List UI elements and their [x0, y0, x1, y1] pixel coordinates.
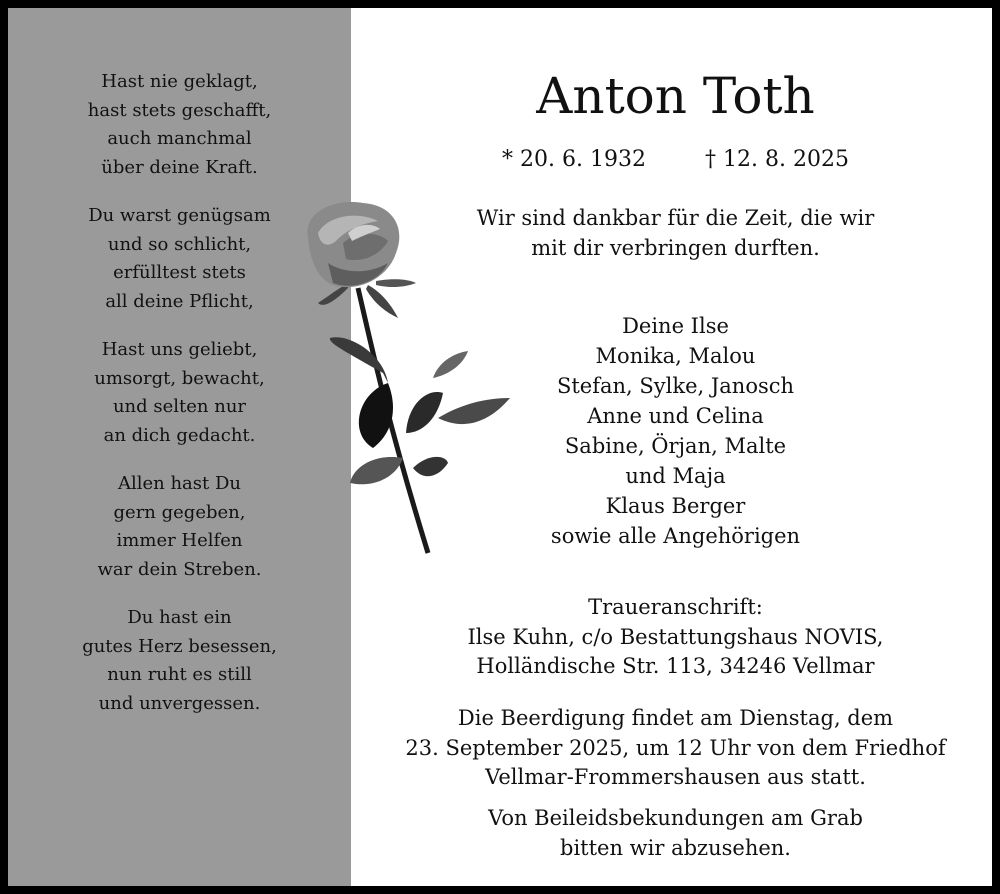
- poem-line: auch manchmal: [107, 128, 252, 149]
- poem-line: Allen hast Du: [117, 473, 242, 494]
- gratitude-line: Wir sind dankbar für die Zeit, die wir: [476, 206, 875, 230]
- address-line: Ilse Kuhn, c/o Bestattungshaus NOVIS,: [467, 624, 884, 649]
- poem-line: Du warst genügsam: [88, 205, 271, 226]
- mourner: Anne und Celina: [587, 404, 764, 428]
- poem-line: und selten nur: [112, 396, 247, 417]
- poem-line: gutes Herz besessen,: [82, 635, 277, 657]
- funeral-line: Vellmar-Frommershausen aus statt.: [485, 765, 866, 789]
- mourning-address: [351, 593, 1000, 682]
- poem-line: hast stets geschafft,: [87, 99, 272, 121]
- poem-line: und so schlicht,: [107, 233, 252, 255]
- mourner: Klaus Berger: [605, 494, 746, 518]
- address-line: Traueranschrift:: [588, 595, 763, 619]
- poem-line: Hast uns geliebt,: [101, 339, 258, 360]
- mourner: Deine Ilse: [622, 314, 729, 338]
- mourner: Stefan, Sylke, Janosch: [556, 374, 795, 398]
- poem-line: nun ruht es still: [107, 664, 252, 685]
- birth-date: * 20. 6. 1932: [502, 147, 646, 172]
- condolence-note: [351, 804, 1000, 863]
- funeral-info: [351, 704, 1000, 793]
- condolence-line: bitten wir abzusehen.: [560, 835, 791, 860]
- poem-line: war dein Streben.: [97, 558, 262, 580]
- poem-line: und unvergessen.: [98, 692, 261, 714]
- poem-line: Hast nie geklagt,: [101, 71, 258, 92]
- gratitude-text: [351, 204, 1000, 263]
- condolence-line: Von Beileidsbekundungen am Grab: [488, 806, 863, 830]
- poem-line: immer Helfen: [116, 530, 243, 551]
- mourners-list: [351, 311, 1000, 551]
- funeral-line: 23. September 2025, um 12 Uhr von dem Friedhof: [405, 735, 946, 760]
- poem-line: all deine Pflicht,: [105, 290, 254, 312]
- poem-line: umsorgt, bewacht,: [94, 367, 265, 389]
- poem-line: Du hast ein: [127, 607, 232, 628]
- mourner: Monika, Malou: [595, 344, 756, 368]
- life-dates: [351, 145, 1000, 175]
- mourner: und Maja: [625, 464, 726, 488]
- poem-line: gern gegeben,: [113, 501, 246, 523]
- address-line: Holländische Str. 113, 34246 Vellmar: [476, 654, 875, 678]
- death-date: † 12. 8. 2025: [705, 147, 849, 172]
- poem-stanza-1: [8, 68, 351, 182]
- poem-line: an dich gedacht.: [103, 424, 256, 446]
- mourner: sowie alle Angehörigen: [550, 524, 801, 548]
- deceased-name: Anton Toth: [536, 67, 815, 125]
- funeral-line: Die Beerdigung findet am Dienstag, dem: [457, 706, 894, 730]
- mourner: Sabine, Örjan, Malte: [564, 434, 787, 458]
- poem-line: erfülltest stets: [113, 262, 246, 283]
- poem-stanza-5: [8, 604, 351, 718]
- gratitude-line: mit dir verbringen durften.: [531, 235, 820, 260]
- poem-line: über deine Kraft.: [101, 156, 258, 178]
